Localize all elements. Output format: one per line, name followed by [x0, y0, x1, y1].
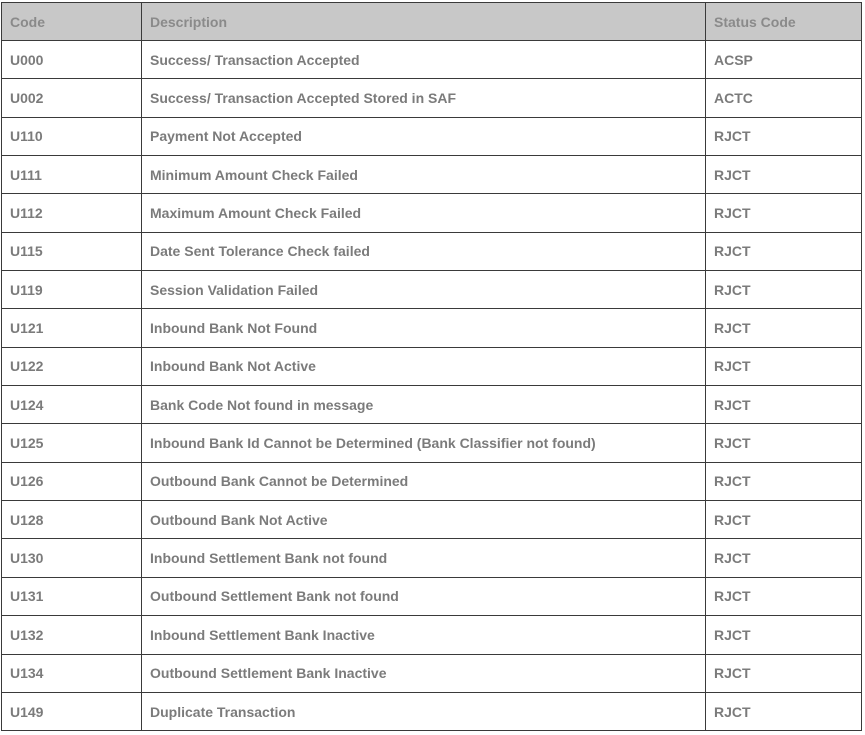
- cell-status-code: RJCT: [706, 309, 862, 347]
- cell-code: U111: [2, 156, 142, 194]
- cell-description: Inbound Bank Not Active: [142, 347, 706, 385]
- table-row: [2, 271, 862, 309]
- table-row: [2, 117, 862, 155]
- cell-code: U119: [2, 271, 142, 309]
- table-row: [2, 41, 862, 79]
- table-row: [2, 232, 862, 270]
- cell-status-code: ACTC: [706, 79, 862, 117]
- cell-status-code: RJCT: [706, 271, 862, 309]
- cell-description: Inbound Bank Id Cannot be Determined (Bank Classifier not found): [142, 424, 706, 462]
- table-row: [2, 156, 862, 194]
- cell-code: U126: [2, 462, 142, 500]
- cell-description: Duplicate Transaction: [142, 692, 706, 730]
- cell-code: U149: [2, 692, 142, 730]
- header-status-code: Status Code: [706, 3, 862, 41]
- cell-description: Date Sent Tolerance Check failed: [142, 232, 706, 270]
- table-row: [2, 424, 862, 462]
- cell-status-code: ACSP: [706, 41, 862, 79]
- cell-status-code: RJCT: [706, 692, 862, 730]
- cell-status-code: RJCT: [706, 501, 862, 539]
- cell-code: U134: [2, 654, 142, 692]
- cell-description: Success/ Transaction Accepted: [142, 41, 706, 79]
- cell-status-code: RJCT: [706, 616, 862, 654]
- table-row: [2, 654, 862, 692]
- cell-status-code: RJCT: [706, 347, 862, 385]
- cell-status-code: RJCT: [706, 424, 862, 462]
- table-body: [2, 41, 862, 731]
- cell-description: Session Validation Failed: [142, 271, 706, 309]
- header-row: [2, 3, 862, 41]
- cell-code: U128: [2, 501, 142, 539]
- cell-code: U132: [2, 616, 142, 654]
- cell-status-code: RJCT: [706, 232, 862, 270]
- cell-description: Minimum Amount Check Failed: [142, 156, 706, 194]
- cell-code: U130: [2, 539, 142, 577]
- cell-description: Inbound Bank Not Found: [142, 309, 706, 347]
- table-row: [2, 309, 862, 347]
- cell-code: U112: [2, 194, 142, 232]
- table-row: [2, 386, 862, 424]
- table-row: [2, 79, 862, 117]
- header-code: Code: [2, 3, 142, 41]
- cell-code: U002: [2, 79, 142, 117]
- header-description: Description: [142, 3, 706, 41]
- cell-code: U115: [2, 232, 142, 270]
- cell-description: Success/ Transaction Accepted Stored in SAF: [142, 79, 706, 117]
- cell-description: Outbound Bank Cannot be Determined: [142, 462, 706, 500]
- cell-description: Outbound Settlement Bank Inactive: [142, 654, 706, 692]
- cell-description: Outbound Settlement Bank not found: [142, 577, 706, 615]
- cell-description: Inbound Settlement Bank not found: [142, 539, 706, 577]
- table-row: [2, 692, 862, 730]
- cell-description: Outbound Bank Not Active: [142, 501, 706, 539]
- table-row: [2, 501, 862, 539]
- cell-description: Payment Not Accepted: [142, 117, 706, 155]
- cell-status-code: RJCT: [706, 577, 862, 615]
- cell-status-code: RJCT: [706, 386, 862, 424]
- cell-code: U121: [2, 309, 142, 347]
- cell-description: Inbound Settlement Bank Inactive: [142, 616, 706, 654]
- cell-status-code: RJCT: [706, 462, 862, 500]
- table-row: [2, 347, 862, 385]
- table-row: [2, 194, 862, 232]
- cell-status-code: RJCT: [706, 654, 862, 692]
- cell-status-code: RJCT: [706, 156, 862, 194]
- cell-code: U124: [2, 386, 142, 424]
- table-row: [2, 616, 862, 654]
- cell-description: Maximum Amount Check Failed: [142, 194, 706, 232]
- table-row: [2, 462, 862, 500]
- cell-status-code: RJCT: [706, 117, 862, 155]
- cell-code: U110: [2, 117, 142, 155]
- table-row: [2, 539, 862, 577]
- cell-status-code: RJCT: [706, 194, 862, 232]
- table-header: [2, 3, 862, 41]
- table-row: [2, 577, 862, 615]
- cell-code: U122: [2, 347, 142, 385]
- cell-code: U125: [2, 424, 142, 462]
- cell-code: U000: [2, 41, 142, 79]
- cell-description: Bank Code Not found in message: [142, 386, 706, 424]
- cell-code: U131: [2, 577, 142, 615]
- cell-status-code: RJCT: [706, 539, 862, 577]
- status-code-table: [1, 2, 862, 731]
